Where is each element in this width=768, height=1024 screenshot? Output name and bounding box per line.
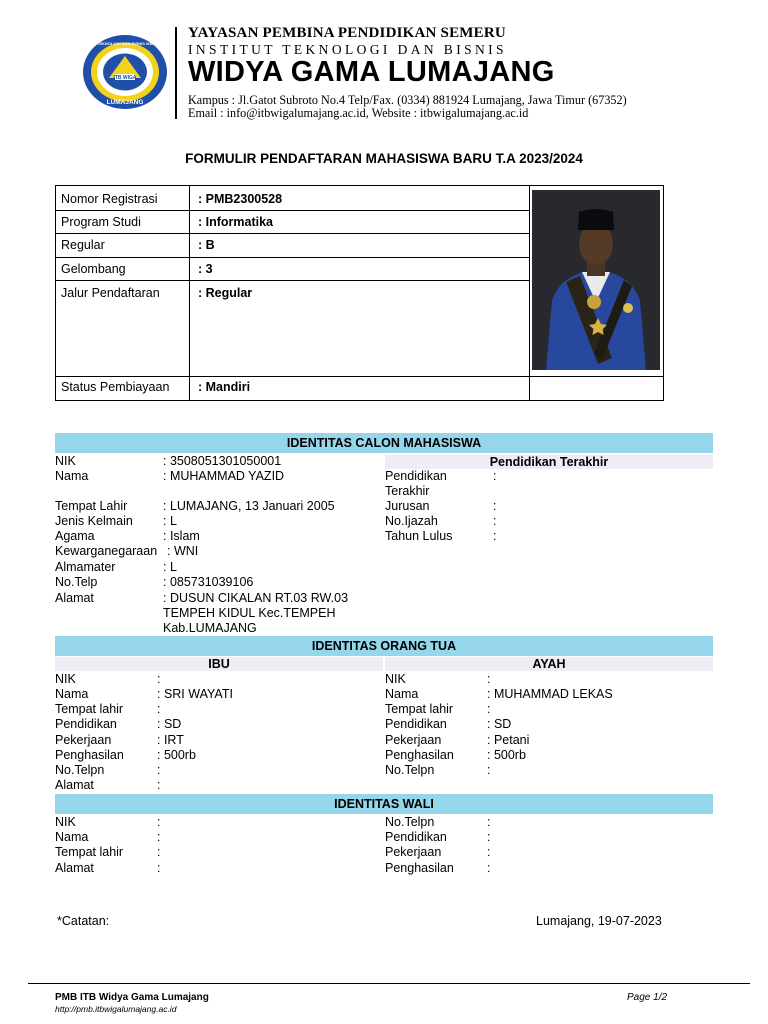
mhs-value-alamat-line3: Kab.LUMAJANG [163,621,257,635]
footer-divider [28,983,750,984]
wali-value-nama: : [157,830,161,844]
wali-value-penghasilan: : [487,861,491,875]
contact-info: Email : info@itbwigalumajang.ac.id, Website : itbwigalumajang.ac.id [188,106,529,120]
ibu-heading: IBU [55,657,383,671]
pend-label-pendidikan-line1: Pendidikan [385,469,447,483]
section-identitas-orang-tua: IDENTITAS ORANG TUA [55,636,713,656]
mhs-label-kewarganegaraan: Kewarganegaraan [55,544,158,558]
mhs-label-nik: NIK [55,454,76,468]
section-identitas-wali: IDENTITAS WALI [55,794,713,814]
ibu-label-telpn: No.Telpn [55,763,105,777]
logo-top-text: INSTITUT TEKNOLOGI DAN BISNIS WIDYA GAMA [82,41,168,46]
ayah-value-telpn: : [487,763,491,777]
mhs-value-nama: : MUHAMMAD YAZID [163,469,285,483]
wali-value-alamat: : [157,861,161,875]
footer-url-link[interactable]: http://pmb.itbwigalumajang.ac.id [55,1004,177,1014]
ibu-value-pekerjaan: : IRT [157,733,184,747]
reg-value-jalur: : Regular [198,286,253,300]
ayah-value-nama: : MUHAMMAD LEKAS [487,687,613,701]
pend-label-ijazah: No.Ijazah [385,514,438,528]
mhs-value-agama: : Islam [163,529,200,543]
reg-label-prodi: Program Studi [61,215,141,229]
ibu-value-nama: : SRI WAYATI [157,687,233,701]
header-divider [175,27,177,119]
mhs-label-telp: No.Telp [55,575,98,589]
reg-label-gelombang: Gelombang [61,262,126,276]
wali-value-pendidikan: : [487,830,491,844]
wali-value-pekerjaan: : [487,845,491,859]
ibu-label-penghasilan: Penghasilan [55,748,124,762]
ibu-value-tempat-lahir: : [157,702,161,716]
pend-value-tahun-lulus: : [493,529,497,543]
logo-center-text: ITB WIGA [113,75,137,81]
mhs-value-kewarganegaraan: : WNI [167,544,199,558]
ayah-label-telpn: No.Telpn [385,763,435,777]
ayah-label-pendidikan: Pendidikan [385,717,447,731]
wali-value-nik: : [157,815,161,829]
tanggal-tempat: Lumajang, 19-07-2023 [536,914,662,928]
mhs-value-almamater: : L [163,560,177,574]
ayah-value-nik: : [487,672,491,686]
ibu-label-nama: Nama [55,687,89,701]
registration-table [55,185,664,401]
pend-label-pendidikan-line2: Terakhir [385,484,430,498]
ibu-value-penghasilan: : 500rb [157,748,196,762]
ibu-label-pekerjaan: Pekerjaan [55,733,112,747]
student-photo [532,190,660,370]
section-identitas-mahasiswa: IDENTITAS CALON MAHASISWA [55,433,713,453]
mhs-label-tempat-lahir: Tempat Lahir [55,499,128,513]
wali-label-telpn: No.Telpn [385,815,435,829]
logo-bottom-text: LUMAJANG [106,99,144,106]
ayah-value-penghasilan: : 500rb [487,748,526,762]
mhs-value-tempat-lahir: : LUMAJANG, 13 Januari 2005 [163,499,335,513]
reg-label-regular: Regular [61,238,105,252]
ayah-value-pekerjaan: : Petani [487,733,530,747]
footer-org: PMB ITB Widya Gama Lumajang [55,992,209,1003]
pend-label-tahun-lulus: Tahun Lulus [385,529,453,543]
ayah-label-pekerjaan: Pekerjaan [385,733,442,747]
pendidikan-terakhir-heading: Pendidikan Terakhir [385,455,713,469]
institution-logo [82,34,168,110]
wali-value-tempat-lahir: : [157,845,161,859]
mhs-label-agama: Agama [55,529,95,543]
wali-label-penghasilan: Penghasilan [385,861,454,875]
reg-value-prodi: : Informatika [198,215,274,229]
institute-name: WIDYA GAMA LUMAJANG [188,56,555,88]
ibu-value-telpn: : [157,763,161,777]
ibu-value-alamat: : [157,778,161,792]
wali-value-telpn: : [487,815,491,829]
foundation-name: YAYASAN PEMBINA PENDIDIKAN SEMERU [188,25,506,41]
pend-label-jurusan: Jurusan [385,499,430,513]
pend-value-ijazah: : [493,514,497,528]
institute-type: INSTITUT TEKNOLOGI DAN BISNIS [188,42,507,57]
mhs-value-alamat-line2: TEMPEH KIDUL Kec.TEMPEH [163,606,336,620]
ibu-label-pendidikan: Pendidikan [55,717,117,731]
mhs-label-jenis-kelamin: Jenis Kelmain [55,514,133,528]
ayah-value-tempat-lahir: : [487,702,491,716]
ibu-label-alamat: Alamat [55,778,94,792]
wali-label-nik: NIK [55,815,76,829]
ayah-label-penghasilan: Penghasilan [385,748,454,762]
campus-address: Kampus : Jl.Gatot Subroto No.4 Telp/Fax. (0334) 881924 Lumajang, Jawa Timur (67352) [188,93,627,107]
mhs-value-alamat-line1: : DUSUN CIKALAN RT.03 RW.03 [163,591,349,605]
wali-label-pendidikan: Pendidikan [385,830,447,844]
ayah-label-tempat-lahir: Tempat lahir [385,702,454,716]
mhs-label-alamat: Alamat [55,591,94,605]
reg-value-regular: : B [198,238,215,252]
ibu-label-nik: NIK [55,672,76,686]
reg-label-nomor: Nomor Registrasi [61,192,158,206]
ibu-value-nik: : [157,672,161,686]
reg-label-jalur: Jalur Pendaftaran [61,286,160,300]
footer-page-number: Page 1/2 [627,992,668,1003]
mhs-label-nama: Nama [55,469,89,483]
wali-label-tempat-lahir: Tempat lahir [55,845,124,859]
wali-label-pekerjaan: Pekerjaan [385,845,442,859]
ayah-heading: AYAH [385,657,713,671]
reg-value-gelombang: : 3 [198,262,213,276]
ayah-label-nik: NIK [385,672,406,686]
ibu-label-tempat-lahir: Tempat lahir [55,702,124,716]
mhs-value-jenis-kelamin: : L [163,514,177,528]
form-title: FORMULIR PENDAFTARAN MAHASISWA BARU T.A 2023/2024 [185,151,583,166]
ayah-label-nama: Nama [385,687,419,701]
wali-label-nama: Nama [55,830,89,844]
pend-value-pendidikan: : [493,469,497,483]
reg-label-pembiayaan: Status Pembiayaan [61,380,170,394]
ayah-value-pendidikan: : SD [487,717,512,731]
mhs-label-almamater: Almamater [55,560,116,574]
ibu-value-pendidikan: : SD [157,717,182,731]
mhs-value-nik: : 3508051301050001 [163,454,282,468]
reg-value-nomor: : PMB2300528 [198,192,283,206]
mhs-value-telp: : 085731039106 [163,575,254,589]
reg-value-pembiayaan: : Mandiri [198,380,251,394]
wali-label-alamat: Alamat [55,861,94,875]
pend-value-jurusan: : [493,499,497,513]
catatan-label: *Catatan: [57,914,110,928]
